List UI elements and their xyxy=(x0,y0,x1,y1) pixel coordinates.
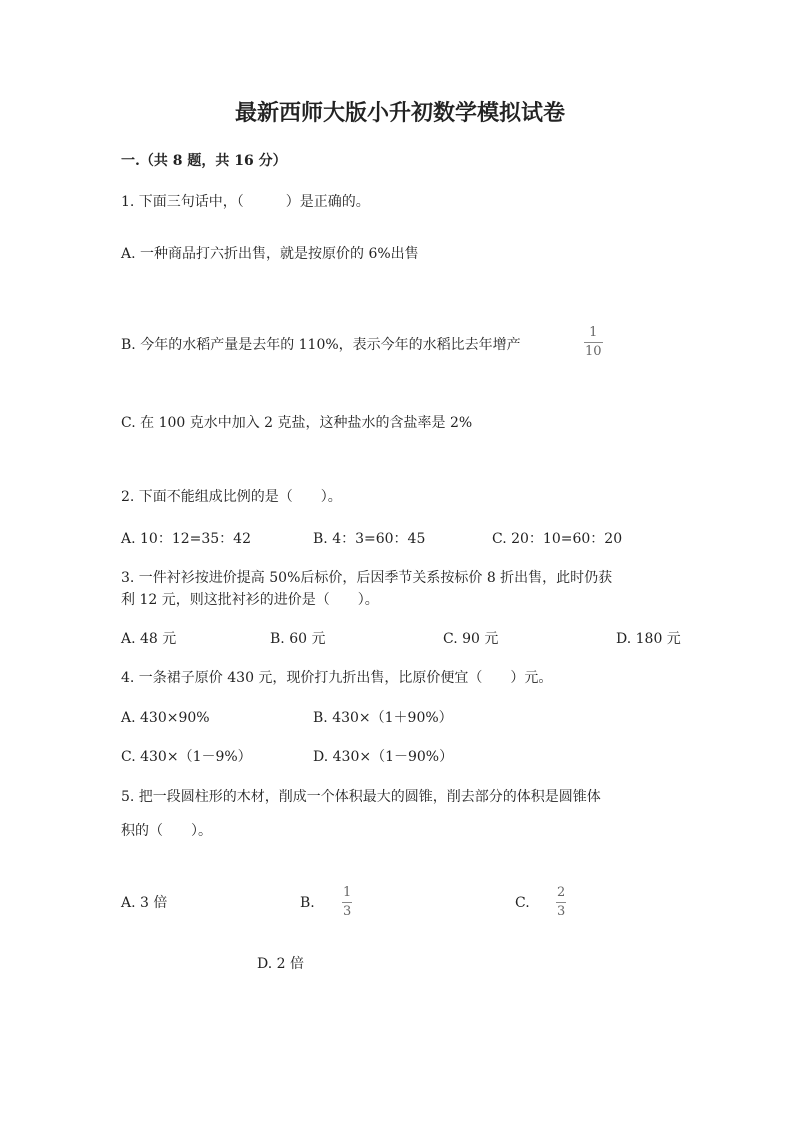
question-4-option-a[interactable]: A. 430×90% xyxy=(121,710,210,726)
question-3-text-line2: 利 12 元，则这批衬衫的进价是（ ）。 xyxy=(121,592,379,608)
question-5-text-line2: 积的（ ）。 xyxy=(121,823,212,839)
question-5-option-b[interactable]: B. xyxy=(300,895,315,911)
question-3-option-a[interactable]: A. 48 元 xyxy=(121,631,177,647)
question-4-option-d[interactable]: D. 430×（1－90%） xyxy=(313,749,454,765)
page-title: 最新西师大版小升初数学模拟试卷 xyxy=(234,100,565,126)
question-4-text: 4. 一条裙子原价 430 元，现价打九折出售，比原价便宜（ ）元。 xyxy=(121,670,553,686)
question-2-text: 2. 下面不能组成比例的是（ ）。 xyxy=(121,489,342,505)
fraction-bar xyxy=(556,902,566,903)
fraction-denominator: 3 xyxy=(557,904,566,919)
question-5-option-c[interactable]: C. xyxy=(515,895,530,911)
fraction-bar xyxy=(584,342,603,343)
fraction-numerator: 1 xyxy=(343,885,352,900)
question-4-option-c[interactable]: C. 430×（1－9%） xyxy=(121,749,252,765)
question-3-option-d[interactable]: D. 180 元 xyxy=(616,631,681,647)
question-3-text-line1: 3. 一件衬衫按进价提高 50%后标价，后因季节关系按标价 8 折出售，此时仍获 xyxy=(121,570,613,586)
question-5-fraction-c xyxy=(556,886,566,919)
question-3-option-b[interactable]: B. 60 元 xyxy=(270,631,326,647)
question-5-fraction-b xyxy=(342,886,352,919)
question-5-option-d[interactable]: D. 2 倍 xyxy=(257,956,304,972)
fraction-bar xyxy=(342,902,352,903)
fraction-numerator: 2 xyxy=(557,885,566,900)
fraction-numerator: 1 xyxy=(589,325,598,340)
question-5-option-a[interactable]: A. 3 倍 xyxy=(121,895,168,911)
question-2-option-c[interactable]: C. 20：10=60：20 xyxy=(492,531,623,547)
question-4-option-b[interactable]: B. 430×（1＋90%） xyxy=(313,710,453,726)
question-1-text: 1. 下面三句话中，（ ）是正确的。 xyxy=(121,194,370,210)
question-2-option-b[interactable]: B. 4：3=60：45 xyxy=(313,531,426,547)
question-2-option-a[interactable]: A. 10：12=35：42 xyxy=(121,531,251,547)
question-5-text-line1: 5. 把一段圆柱形的木材，削成一个体积最大的圆锥，削去部分的体积是圆锥体 xyxy=(121,789,601,805)
question-1-option-c[interactable]: C. 在 100 克水中加入 2 克盐，这种盐水的含盐率是 2% xyxy=(121,415,473,431)
question-1-fraction xyxy=(584,326,603,359)
fraction-denominator: 3 xyxy=(343,904,352,919)
question-1-option-a[interactable]: A. 一种商品打六折出售，就是按原价的 6%出售 xyxy=(121,246,419,262)
fraction-denominator: 10 xyxy=(585,344,602,359)
section-heading: 一.（共 8 题，共 16 分） xyxy=(121,153,287,169)
question-3-option-c[interactable]: C. 90 元 xyxy=(443,631,499,647)
question-1-option-b[interactable]: B. 今年的水稻产量是去年的 110%，表示今年的水稻比去年增产 xyxy=(121,337,521,353)
